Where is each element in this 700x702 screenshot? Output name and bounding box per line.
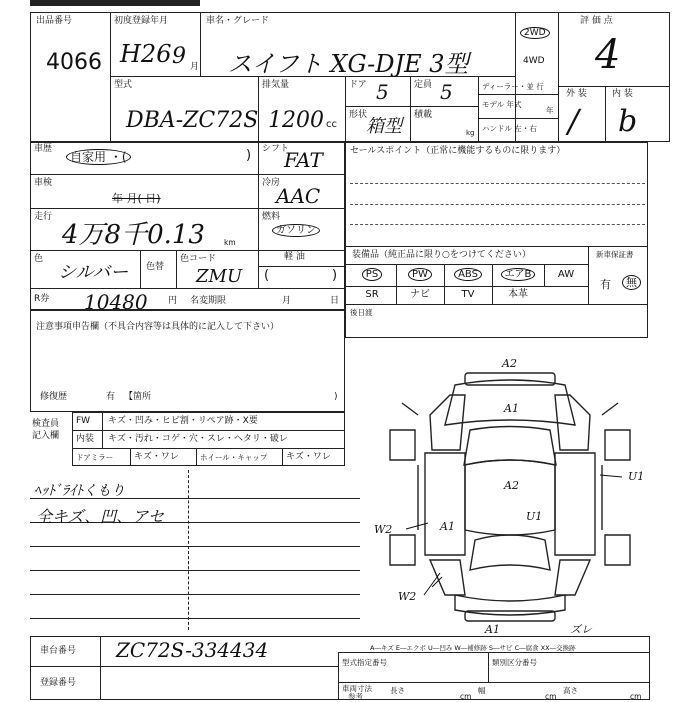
mark-center-u1: U1 [526, 510, 543, 523]
exhibit-no-label: 出品番号 [36, 16, 73, 26]
carname-label: 車名・グレード [206, 16, 270, 26]
first-reg-value: H26 [120, 40, 172, 68]
displacement-label: 排気量 [262, 80, 290, 90]
carname-value: スイフト XG-DJE 3型 [228, 50, 469, 78]
interior-value: b [618, 104, 638, 139]
exterior-value: / [568, 102, 579, 140]
name-change-day: 日 [330, 296, 340, 306]
equip-leather: 本革 [508, 289, 528, 300]
equip-tv: TV [461, 289, 475, 300]
name-change-label: 名変期限 [190, 296, 227, 306]
model-label: 型式 [114, 80, 133, 90]
doors-label: ドア [349, 80, 367, 90]
fuel-light: 軽 油 [284, 252, 305, 262]
shift-value: FAT [284, 148, 323, 172]
repair-yes: 有 [106, 392, 116, 402]
damage-legend: A―キズ E―エクボ U―凹み W―補修跡 S―サビ C―腐食 XX―交換跡 [370, 644, 576, 652]
history-value: 自家用 ・( [66, 148, 131, 165]
equip-airbag: エアB [494, 266, 542, 284]
inspection-line: 年 月( 日) [112, 192, 161, 205]
mark-hood-a1: A1 [504, 402, 519, 415]
newcar-yes: 有 [600, 278, 611, 291]
width: 幅 [478, 686, 486, 695]
ac-label: 冷房 [262, 178, 281, 188]
mark-rear-w2: W2 [398, 590, 417, 603]
grade-value: 4 [595, 32, 621, 78]
chassis-value: ZC72S-334434 [116, 638, 269, 662]
length: 長さ [390, 686, 405, 695]
drive-4wd: 4WD [523, 56, 545, 66]
inspection-label: 車検 [34, 178, 53, 188]
mark-roof-a2: A2 [504, 479, 519, 492]
color-change-label: 色替 [146, 262, 165, 272]
ref-label: 参考 [348, 692, 363, 701]
fuel-open-paren: ( [264, 268, 270, 283]
first-reg-label: 初度登録年月 [114, 16, 169, 26]
capacity-label: 定員 [414, 80, 433, 90]
handwritten-note-1: ﾍｯﾄﾞﾗｲﾄくもり [34, 483, 125, 499]
recycle-label: R券 [34, 294, 50, 304]
inspector-fw-detail: キズ・凹み・ヒビ割・リペア跡・X要 [108, 416, 258, 426]
color-code-label: 色コード [180, 254, 217, 264]
kg-unit: kg [466, 129, 475, 137]
interior-label: 内 装 [612, 89, 633, 99]
width-cm: cm [545, 692, 557, 701]
first-reg-month: 9 [172, 44, 186, 69]
capacity-value: 5 [440, 80, 453, 104]
month-unit: 月 [190, 62, 200, 72]
inspector-wheel-detail: キズ・ワレ [286, 452, 331, 462]
history-label: 車歴 [34, 144, 53, 154]
inspector-interior-detail: キズ・汚れ・コゲ・穴・スレ・ヘタリ・破レ [108, 434, 288, 444]
mark-front-a2: A2 [502, 357, 517, 370]
handle-label: ハンドル 左・右 [482, 124, 537, 133]
mark-rear-zure: ズレ [570, 623, 592, 635]
shape-label: 形状 [349, 110, 368, 120]
fuel-value: ガソリン [272, 226, 320, 236]
exterior-label: 外 装 [566, 89, 587, 99]
chassis-label: 車台番号 [40, 646, 77, 656]
inspector-mirror: ドアミラー [76, 453, 114, 462]
mark-door-a1: A1 [440, 520, 455, 533]
newcar-label: 新車保証書 [596, 250, 634, 259]
km-unit: km [224, 238, 236, 247]
exhibit-no: 4066 [46, 50, 102, 75]
inspector-interior: 内装 [76, 434, 95, 444]
doors-value: 5 [376, 80, 389, 104]
inspector-mirror-detail: キズ・ワレ [134, 452, 179, 462]
history-close-paren: ) [246, 148, 252, 163]
inspector-label: 検査員 記入欄 [32, 419, 60, 441]
later-label: 後日渡 [350, 308, 373, 317]
year-unit: 年 [546, 106, 554, 115]
notes-title: 注意事項申告欄（不具合内容等は具体的に記入して下さい） [36, 322, 280, 332]
mark-right-u1: U1 [628, 470, 645, 483]
mileage-value: 4万8千0.13 [62, 220, 205, 250]
height-cm: cm [630, 692, 642, 701]
shift-label: シフト [262, 144, 290, 154]
color-code-value: ZMU [196, 266, 243, 287]
length-label: 車両寸法 [342, 684, 372, 693]
height: 高さ [563, 686, 578, 695]
reg-label: 登録番号 [40, 678, 77, 688]
handwritten-note-2: 全キズ、凹、アセ [36, 507, 165, 526]
load-label: 積載 [414, 110, 433, 120]
car-diagram [370, 355, 670, 635]
equip-sr: SR [365, 289, 379, 300]
sales-frame [345, 142, 648, 338]
equip-aw: AW [557, 269, 575, 280]
mark-rear-a1: A1 [485, 623, 500, 635]
repair-label: 修復歴 [40, 392, 68, 402]
type-cert-label: 型式指定番号 [342, 658, 387, 667]
repair-place: 【箇所 [124, 392, 152, 402]
name-change-month: 月 [282, 296, 292, 306]
mark-left-w2: W2 [374, 523, 393, 536]
equipment-title: 装備品（純正品に限り○をつけてください） [352, 250, 531, 260]
dealer-label: ディーラー・並 行 [482, 82, 544, 91]
model-year-label: モデル 年式 [482, 100, 522, 109]
equip-navi: ナビ [410, 289, 430, 300]
yen-unit: 円 [168, 296, 178, 306]
fuel-close-paren: ) [332, 268, 338, 283]
shape-value: 箱型 [366, 116, 402, 137]
color-label: 色 [34, 254, 44, 264]
top-black-bar [30, 0, 200, 6]
inspector-fw: FW [76, 416, 91, 426]
inspector-wheel: ホイール・キャップ [200, 453, 268, 462]
model-value: DBA-ZC72S [126, 108, 259, 133]
equip-abs: ABS [446, 266, 490, 284]
equip-ps: PS [350, 266, 394, 284]
length-cm: cm [460, 692, 472, 701]
color-value: シルバー [58, 262, 129, 283]
equip-pw: PW [398, 266, 442, 284]
ac-value: AAC [276, 184, 321, 208]
cc-unit: cc [326, 119, 337, 130]
repair-close-paren: ) [334, 392, 338, 402]
grade-label: 評 価 点 [580, 16, 613, 26]
sales-point-title: セールスポイント（正常に機能するものに限ります） [350, 146, 566, 156]
displacement-value: 1200 [268, 108, 324, 133]
mileage-label: 走行 [34, 212, 53, 222]
class-label: 類別区分番号 [492, 658, 537, 667]
drive-2wd: 2WD [520, 28, 550, 38]
recycle-value: 10480 [84, 290, 148, 314]
fuel-label: 燃料 [262, 212, 281, 222]
newcar-no: 無 [622, 278, 641, 288]
